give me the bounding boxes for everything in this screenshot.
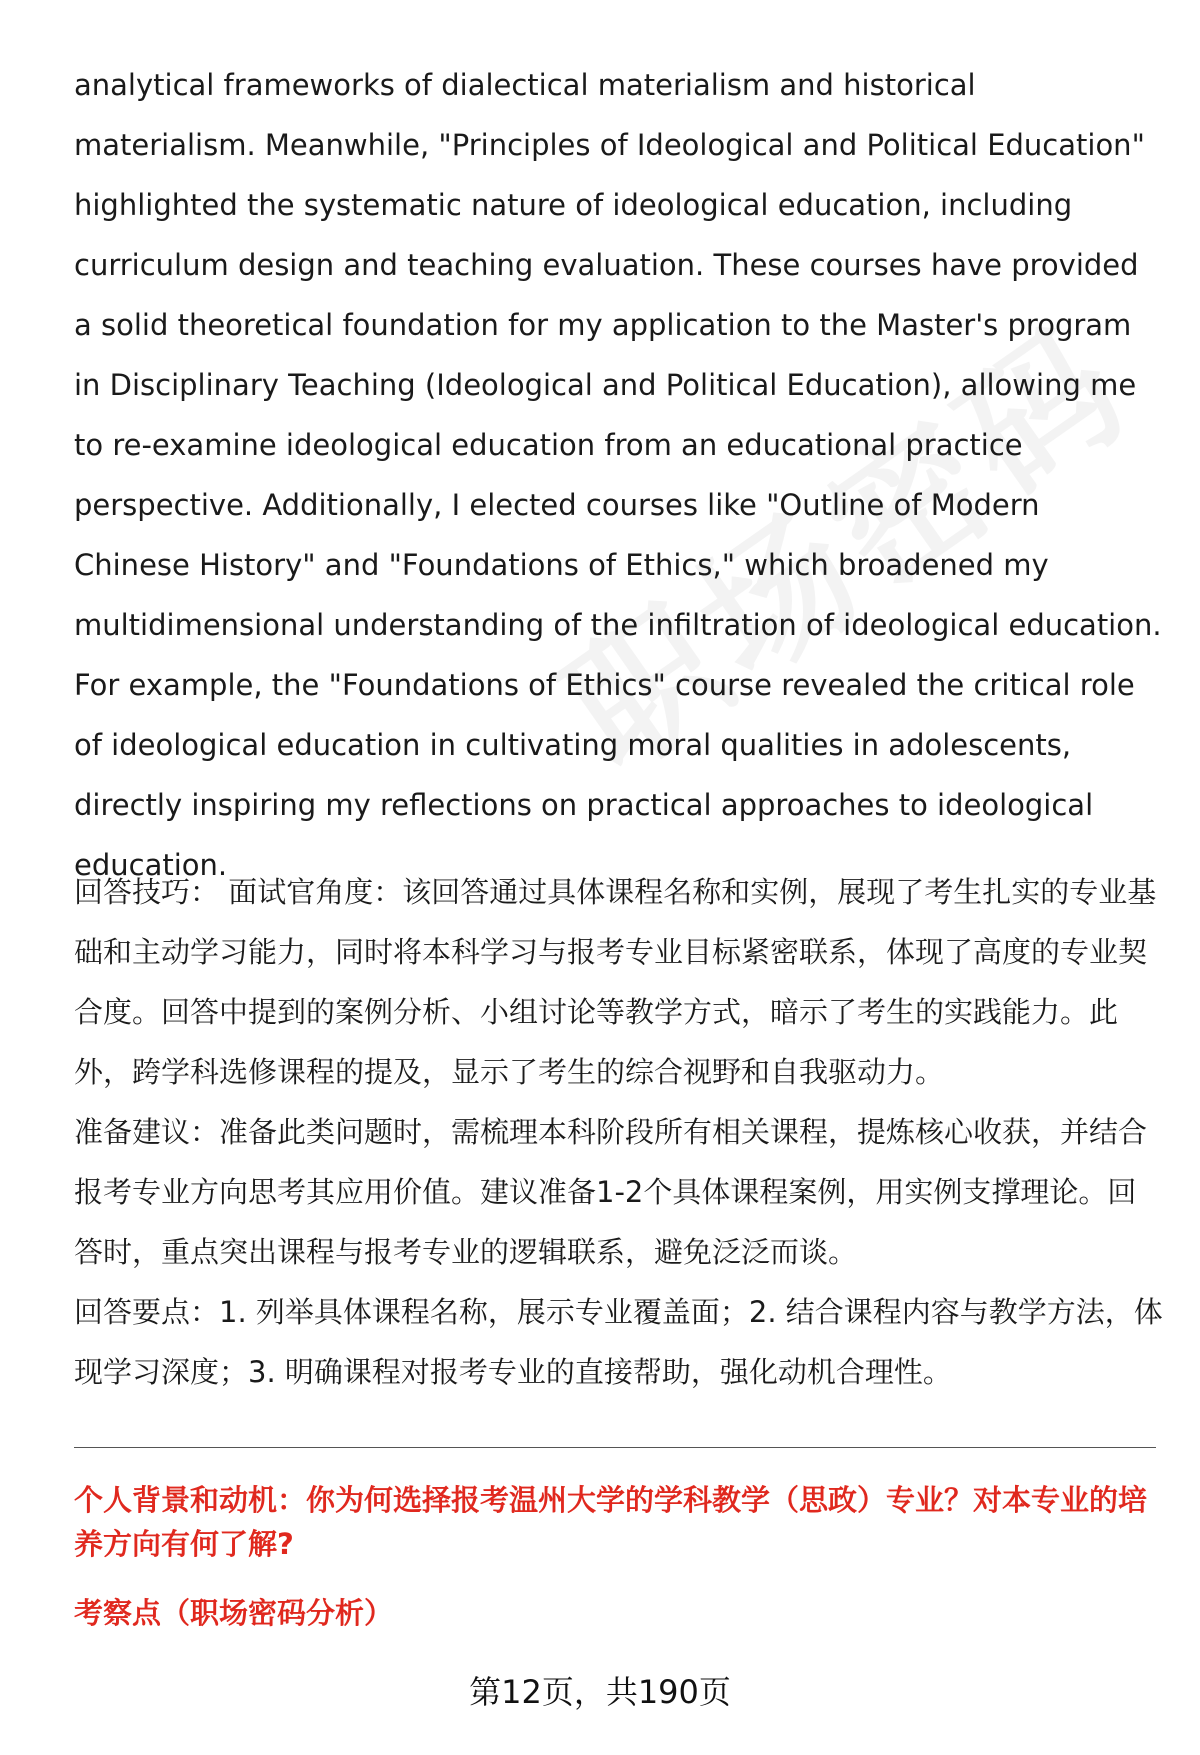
answer-tips [74, 862, 1164, 1402]
page-number: 第12页，共190页 [469, 1673, 731, 1711]
exam-point-heading: 考察点（职场密码分析） [74, 1596, 394, 1630]
section-divider [74, 1447, 1156, 1448]
key-points-paragraph: 回答要点：1. 列举具体课程名称，展示专业覆盖面；2. 结合课程内容与教学方法，体现学习深度；3. 明确课程对报考专业的直接帮助，强化动机合理性。 [74, 1295, 1163, 1389]
preparation-paragraph: 准备建议：准备此类问题时，需梳理本科阶段所有相关课程，提炼核心收获，并结合报考专业方向思考其应用价值。建议准备1-2个具体课程案例，用实例支撑理论。回答时，重点突出课程与报考专业的逻辑联系，避免泛泛而谈。 [74, 1115, 1148, 1269]
answer-body-text: analytical frameworks of dialectical materialism and historical materialism. Meanwhile, "Principles of Ideological and Political Education" highlighted the systematic nature of ideological education, including curriculum design and teaching evaluation. These courses have provided a solid theoretical foundation for my application to the Master's program in Disciplinary Teaching (Ideological and Political Education), allowing me to re-examine ideological education from an educational practice perspective. Additionally, I elected courses like "Outline of Modern Chinese History" and "Foundations of Ethics," which broadened my multidimensional understanding of the infiltration of ideological education. For example, the "Foundations of Ethics" course revealed the critical role of ideological education in cultivating moral qualities in adolescents, directly inspiring my reflections on practical approaches to ideological education. [74, 68, 1162, 882]
question-heading: 个人背景和动机：你为何选择报考温州大学的学科教学（思政）专业？对本专业的培养方向有何了解? [74, 1483, 1148, 1561]
answer-skill-paragraph: 回答技巧： 面试官角度：该回答通过具体课程名称和实例，展现了考生扎实的专业基础和主动学习能力，同时将本科学习与报考专业目标紧密联系，体现了高度的专业契合度。回答中提到的案例分析、小组讨论等教学方式，暗示了考生的实践能力。此外，跨学科选修课程的提及，显示了考生的综合视野和自我驱动力。 [74, 875, 1157, 1089]
